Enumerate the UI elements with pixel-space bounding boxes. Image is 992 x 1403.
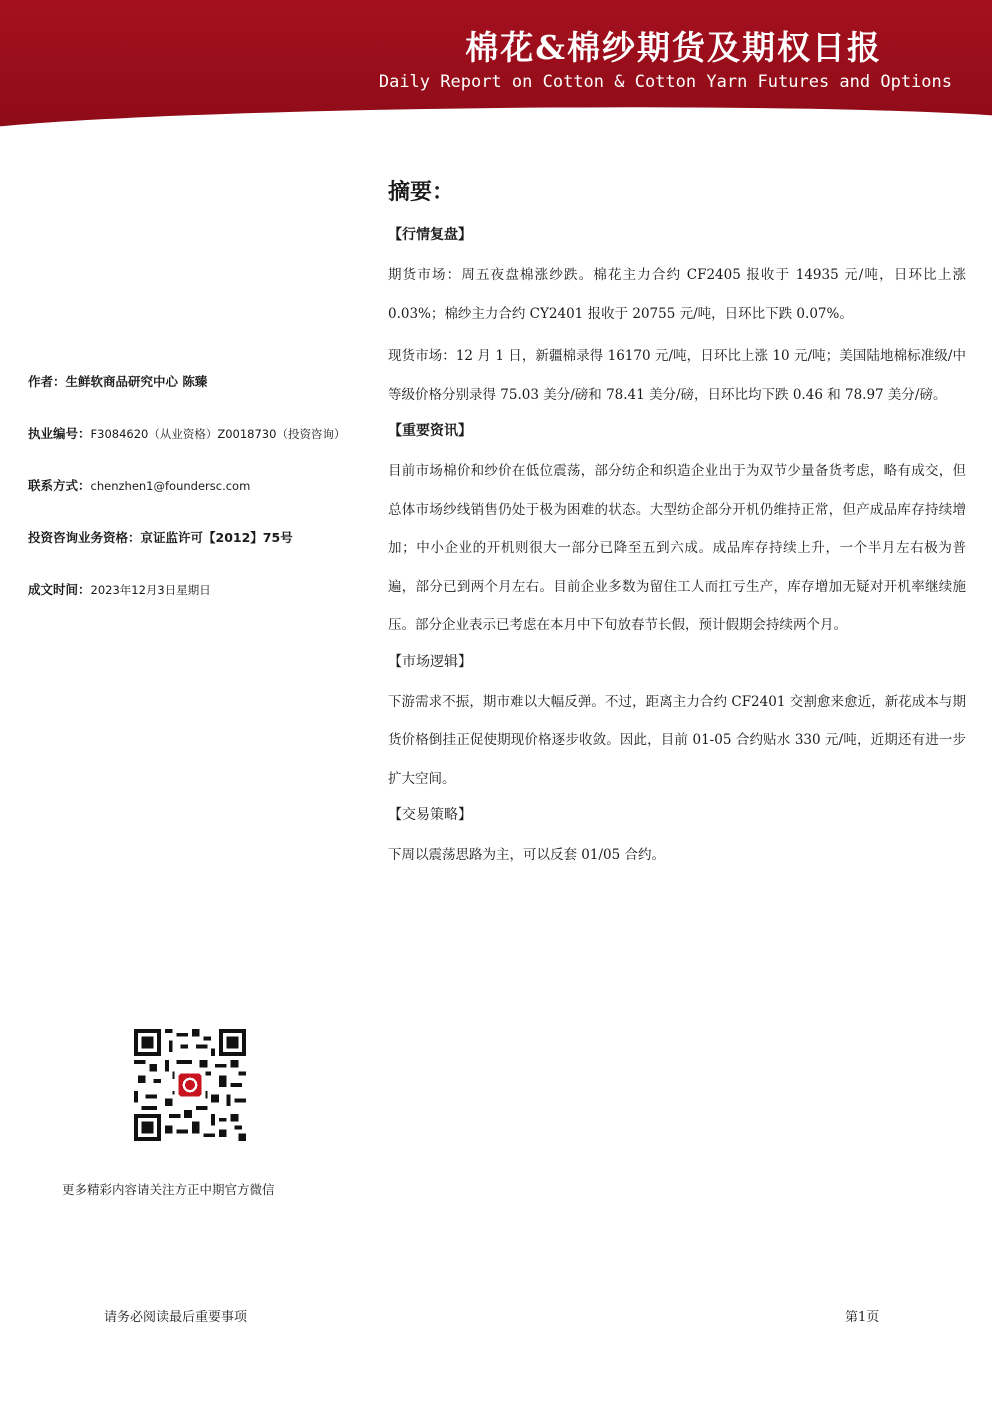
section-heading-strategy: 【交易策略】: [388, 807, 472, 823]
qr-caption: 更多精彩内容请关注方正中期官方微信: [62, 1182, 275, 1197]
date-value: 2023年12月3日星期日: [90, 583, 211, 597]
paragraph-logic: 下游需求不振，期市难以大幅反弹。不过，距离主力合约 CF2401 交割愈来愈近，新花成本与期货价格倒挂正促使期现价格逐步收敛。因此，目前 01-05 合约贴水 330 元/吨，近期还有进一步扩大空间。: [388, 693, 966, 787]
report-title-en: Daily Report on Cotton & Cotton Yarn Futures and Options: [378, 72, 952, 92]
date-label: 成文时间：: [28, 582, 91, 597]
header-curve-decoration: [0, 102, 992, 142]
section-heading-news: 【重要资讯】: [388, 423, 472, 439]
contact-email[interactable]: chenzhen1@foundersc.com: [90, 479, 251, 493]
section-heading-logic: 【市场逻辑】: [388, 653, 472, 670]
paragraph-spot-market: 现货市场：12 月 1 日，新疆棉录得 16170 元/吨，日环比上涨 10 元/吨；美国陆地棉标准级/中等级价格分别录得 75.03 美分/磅和 78.41 美分/磅，日环比均下跌 0.46 和 78.97 美分/磅。: [388, 348, 966, 403]
contact-label: 联系方式：: [28, 478, 91, 493]
wechat-qr-code: [134, 1029, 246, 1141]
author-label: 作者：: [28, 374, 66, 389]
qualification-row: [28, 528, 358, 580]
footer-disclaimer-notice: 请务必阅读最后重要事项: [104, 1310, 248, 1325]
author-value: 生鲜软商品研究中心 陈臻: [65, 374, 208, 389]
paragraph-strategy: 下周以震荡思路为主，可以反套 01/05 合约。: [388, 847, 665, 863]
paragraph-futures-market: 期货市场：周五夜盘棉涨纱跌。棉花主力合约 CF2405 报收于 14935 元/吨，日环比上涨 0.03%；棉纱主力合约 CY2401 报收于 20755 元/吨，日环比下跌 0.07%。: [388, 267, 966, 322]
report-title-cn: 棉花&棉纱期货及期权日报: [465, 28, 882, 67]
section-heading-market-review: 【行情复盘】: [388, 227, 472, 243]
author-info-panel: [28, 372, 358, 632]
summary-section: [388, 172, 966, 875]
paragraph-news: 目前市场棉价和纱价在低位震荡，部分纺企和织造企业出于为双节少量备货考虑，略有成交，但总体市场纱线销售仍处于极为困难的状态。大型纺企部分开机仍维持正常，但产成品库存持续增加；中小企业的开机则很大一部分已降至五到六成。成品库存持续上升，一个半月左右极为普遍，部分已到两个月左右。目前企业多数为留住工人而扛亏生产，库存增加无疑对开机率继续施压。部分企业表示已考虑在本月中下旬放春节长假，预计假期会持续两个月。: [388, 463, 966, 633]
qualification-value: 京证监许可【2012】75号: [140, 530, 293, 545]
page-number: 第1页: [845, 1310, 880, 1325]
license-label: 执业编号：: [28, 426, 91, 441]
license-value: F3084620（从业资格）Z0018730（投资咨询）: [90, 427, 346, 441]
summary-title: 摘要：: [388, 179, 455, 205]
qualification-label: 投资咨询业务资格：: [28, 530, 141, 545]
author-row: [28, 372, 358, 424]
date-row: [28, 580, 358, 632]
contact-row: [28, 476, 358, 528]
report-header: [0, 0, 992, 142]
license-row: [28, 424, 358, 476]
